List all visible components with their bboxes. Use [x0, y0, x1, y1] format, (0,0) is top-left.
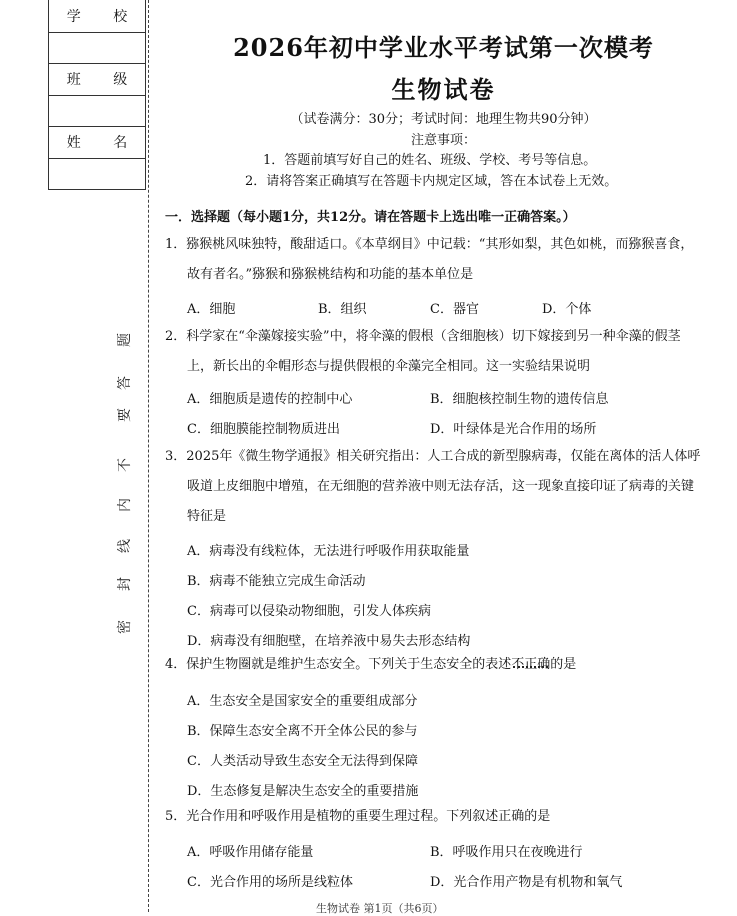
option: A．细胞质是遗传的控制中心 [187, 392, 353, 407]
exam-subtitle: 生物试卷 [391, 75, 496, 104]
question-5-stem: 5．光合作用和呼吸作用是植物的重要生理过程。下列叙述正确的是 [165, 809, 551, 824]
binding-dashed-line [148, 0, 149, 912]
page-footer: 生物试卷 第1页（共6页） [316, 902, 444, 915]
school-field [49, 32, 145, 64]
option: D．生态修复是解决生态安全的重要措施 [187, 784, 419, 799]
question-2-stem-cont: 上，新长出的伞帽形态与提供假根的伞藻完全相同。这一实验结果说明 [187, 359, 591, 374]
option: A．生态安全是国家安全的重要组成部分 [187, 694, 418, 709]
question-3-stem-cont: 特征是 [187, 509, 227, 524]
option: D．光合作用产物是有机物和氧气 [430, 875, 623, 890]
seal-char: 密 [117, 620, 133, 634]
seal-char: 答 [117, 376, 133, 390]
option: C．光合作用的场所是线粒体 [187, 875, 353, 890]
school-label: 学 校 [66, 8, 142, 25]
name-label: 姓 名 [49, 126, 145, 158]
option: C．器官 [430, 302, 479, 317]
option: D．病毒没有细胞壁，在培养液中易失去形态结构 [187, 634, 471, 649]
class-label: 班 级 [49, 63, 145, 95]
option: B．细胞核控制生物的遗传信息 [430, 392, 609, 407]
section-heading: 一．选择题（每小题1分，共12分。请在答题卡上选出唯一正确答案。） [165, 210, 576, 225]
notice-item: 2．请将答案正确填写在答题卡内规定区域，答在本试卷上无效。 [245, 174, 618, 189]
student-info-table [48, 0, 146, 190]
question-4-stem-text: 4．保护生物圈就是维护生态安全。下列关于生态安全的表述 [165, 657, 512, 672]
notice-title: 注意事项： [410, 133, 476, 148]
option: C．人类活动导致生态安全无法得到保障 [187, 754, 418, 769]
question-1-stem: 1．猕猴桃风味独特，酸甜适口。《本草纲目》中记载：“其形如梨，其色如桃，而猕猴喜食， [165, 237, 694, 252]
option: A．细胞 [187, 302, 236, 317]
question-4-stem-end: 的是 [550, 657, 577, 672]
name-field [49, 158, 145, 190]
seal-char: 不 [117, 458, 133, 472]
seal-char: 内 [117, 498, 133, 512]
question-3-stem-cont: 吸道上皮细胞中增殖，在无细胞的营养液中则无法存活，这一现象直接印证了病毒的关键 [187, 479, 695, 494]
emphasis-not-correct: 不正确 [511, 657, 551, 672]
option: B．组织 [318, 302, 367, 317]
seal-char: 要 [117, 408, 133, 422]
question-2-stem: 2．科学家在“伞藻嫁接实验”中，将伞藻的假根（含细胞核）切下嫁接到另一种伞藻的假茎 [165, 329, 681, 344]
option: A．病毒没有线粒体，无法进行呼吸作用获取能量 [187, 544, 470, 559]
notice-item: 1．答题前填写好自己的姓名、班级、学校、考号等信息。 [263, 153, 597, 168]
exam-info: （试卷满分：30分；考试时间：地理生物共90分钟） [290, 112, 597, 127]
seal-char: 线 [117, 539, 133, 553]
option: A．呼吸作用储存能量 [187, 845, 314, 860]
class-field [49, 95, 145, 127]
option: B．呼吸作用只在夜晚进行 [430, 845, 583, 860]
seal-char: 封 [117, 577, 133, 591]
option: D．叶绿体是光合作用的场所 [430, 422, 597, 437]
exam-title: 2026年初中学业水平考试第一次模考 [233, 33, 654, 62]
option: D．个体 [542, 302, 592, 317]
option: B．保障生态安全离不开全体公民的参与 [187, 724, 418, 739]
question-4-stem [165, 650, 735, 680]
option: B．病毒不能独立完成生命活动 [187, 574, 366, 589]
option: C．病毒可以侵染动物细胞，引发人体疾病 [187, 604, 431, 619]
option: C．细胞膜能控制物质进出 [187, 422, 340, 437]
question-1-stem-cont: 故有者名。”猕猴和猕猴桃结构和功能的基本单位是 [187, 267, 474, 282]
question-3-stem: 3．2025年《微生物学通报》相关研究指出：人工合成的新型腺病毒，仅能在离体的活人体呼 [165, 449, 701, 464]
seal-char: 题 [117, 333, 133, 347]
